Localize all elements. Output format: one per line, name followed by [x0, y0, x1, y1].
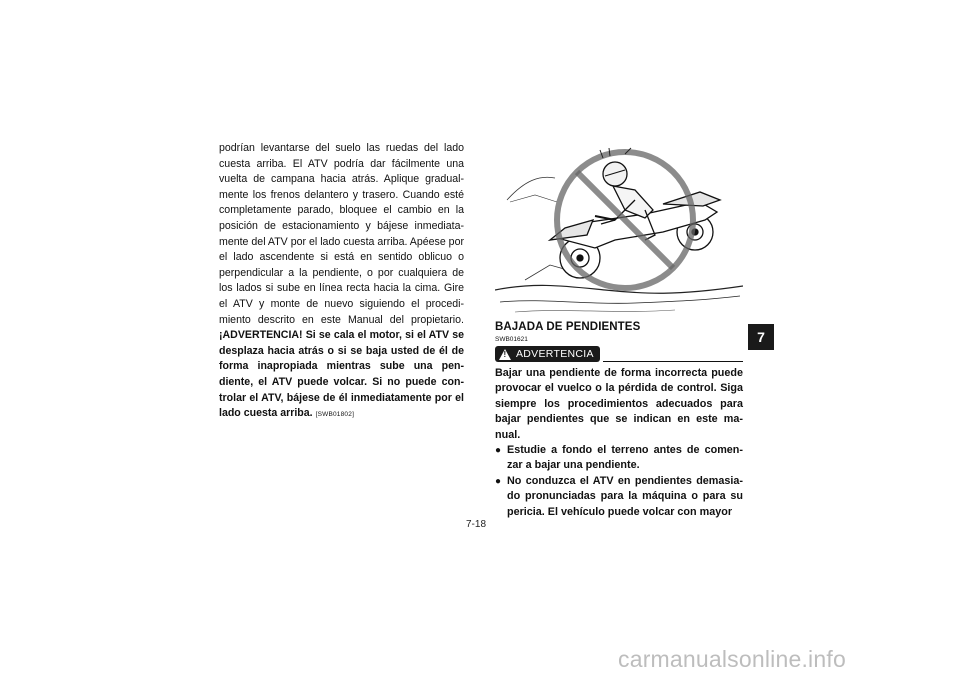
list-item: [495, 443, 743, 474]
warning-label: ADVERTENCIA: [516, 348, 594, 360]
watermark: carmanualsonline.info: [618, 646, 846, 672]
bullet-text: Estudie a fondo el terreno antes de comen-zar a bajar una pendiente.: [507, 444, 743, 472]
list-item: [495, 474, 743, 520]
section-code: SWB01621: [495, 336, 528, 343]
warning-header: [495, 345, 743, 363]
left-column: [219, 141, 464, 423]
warning-code: [SWB01802]: [315, 411, 355, 419]
warning-text: Bajar una pendiente de forma incorrecta puede provocar el vuelco o la pérdida de control. Siga siempre los procedimientos adecuados para bajar pendientes que se indican en este ma-nual.: [495, 367, 743, 441]
atv-descending-slope-prohibited-icon: [495, 140, 743, 320]
page-number: 7-18: [466, 519, 487, 530]
bullet-icon: ●: [495, 445, 502, 457]
chapter-tab: 7: [748, 324, 774, 350]
body-paragraph: podrían levantarse del suelo las ruedas del lado cuesta arriba. El ATV podría dar fácilmente una vuelta de campana hacia atrás. Aplique gradual-mente los frenos delantero y trasero. Cuando esté completamente parado, bloquee el cambio en la posición de estacionamiento y bájese inmediata-mente del ATV por el lado cuesta arriba. Apéese por el lado ascendente si está en sentido oblicuo o perpendicular a la pendiente, o por cualquiera de los lados si sube en línea recta hacia la cima. Gire el ATV y monte de nuevo siguiendo el procedi-miento descrito en este Manual del propietario.: [219, 142, 464, 326]
warning-badge: [495, 346, 600, 362]
warning-rule: [603, 361, 743, 362]
right-column: [495, 140, 743, 520]
bullet-text: No conduzca el ATV en pendientes demasia-do pronunciadas para la máquina o para su pericia. El vehículo puede volcar con mayor: [507, 474, 743, 518]
bullet-icon: ●: [495, 475, 502, 487]
warning-body: [495, 366, 743, 520]
bold-warning-text: ¡ADVERTENCIA! Si se cala el motor, si el ATV se desplaza hacia atrás o si se baja usted de él de forma inapropiada mientras sube una pen-diente, el ATV puede volcar. Si no puede con-trolar el ATV, bájese de él inmediatamente por el lado cuesta arriba.: [219, 329, 464, 420]
warning-triangle-icon: !: [499, 349, 511, 360]
section-title: BAJADA DE PENDIENTES: [495, 321, 641, 333]
